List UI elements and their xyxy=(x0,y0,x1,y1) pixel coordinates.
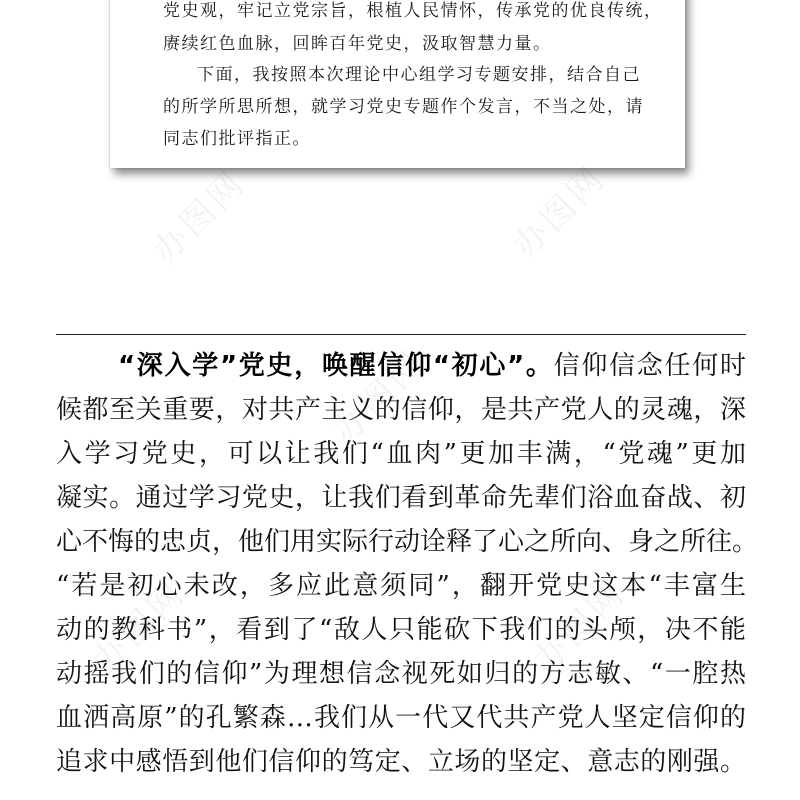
paragraph-line: 凝实。通过学习党史，让我们看到革命先辈们浴血奋战、初 xyxy=(56,483,746,513)
watermark: 办图网 xyxy=(505,157,614,267)
paragraph-text: 信仰信念任何时 xyxy=(553,351,746,381)
paragraph-line: 血洒高原”的孔繁森…我们从一代又代共产党人坚定信仰的 xyxy=(56,703,746,733)
preview-line: 赓续红色血脉，回眸百年党史，汲取智慧力量。 xyxy=(163,34,552,54)
paragraph-line: 动摇我们的信仰”为理想信念视死如归的方志敏、“一腔热 xyxy=(56,659,746,689)
paragraph-line: 动的教科书”，看到了“敌人只能砍下我们的头颅，决不能 xyxy=(56,615,746,645)
paragraph-line: 候都至关重要，对共产主义的信仰，是共产党人的灵魂，深 xyxy=(56,395,746,425)
preview-line: 同志们批评指正。 xyxy=(163,129,311,149)
watermark: 办图网 xyxy=(525,572,634,682)
paragraph-line: 入学习党史，可以让我们“血肉”更加丰满，“党魂”更加 xyxy=(56,439,746,469)
preview-line: 下面，我按照本次理论中心组学习专题安排，结合自己 xyxy=(197,65,641,85)
paragraph-line xyxy=(118,344,746,388)
document-preview-card xyxy=(110,0,685,168)
section-heading: “深入学”党史，唤醒信仰“初心”。 xyxy=(118,351,554,381)
paragraph-line: “若是初心未改，多应此意须同”，翻开党史这本“丰富生 xyxy=(56,571,746,601)
watermark: 办图网 xyxy=(145,162,254,272)
preview-line: 党史观，牢记立党宗旨，根植人民情怀，传承党的优良传统， xyxy=(163,1,663,21)
paragraph-line: 追求中感悟到他们信仰的笃定、立场的坚定、意志的刚强。 xyxy=(56,747,746,777)
watermark: 办图网 xyxy=(85,572,194,682)
watermark: 办图网 xyxy=(325,342,434,452)
preview-line: 的所学所思所想，就学习党史专题作个发言，不当之处，请 xyxy=(163,97,644,117)
paragraph-line: 心不悔的忠贞，他们用实际行动诠释了心之所向、身之所往。 xyxy=(56,527,759,557)
section-divider xyxy=(56,334,746,335)
